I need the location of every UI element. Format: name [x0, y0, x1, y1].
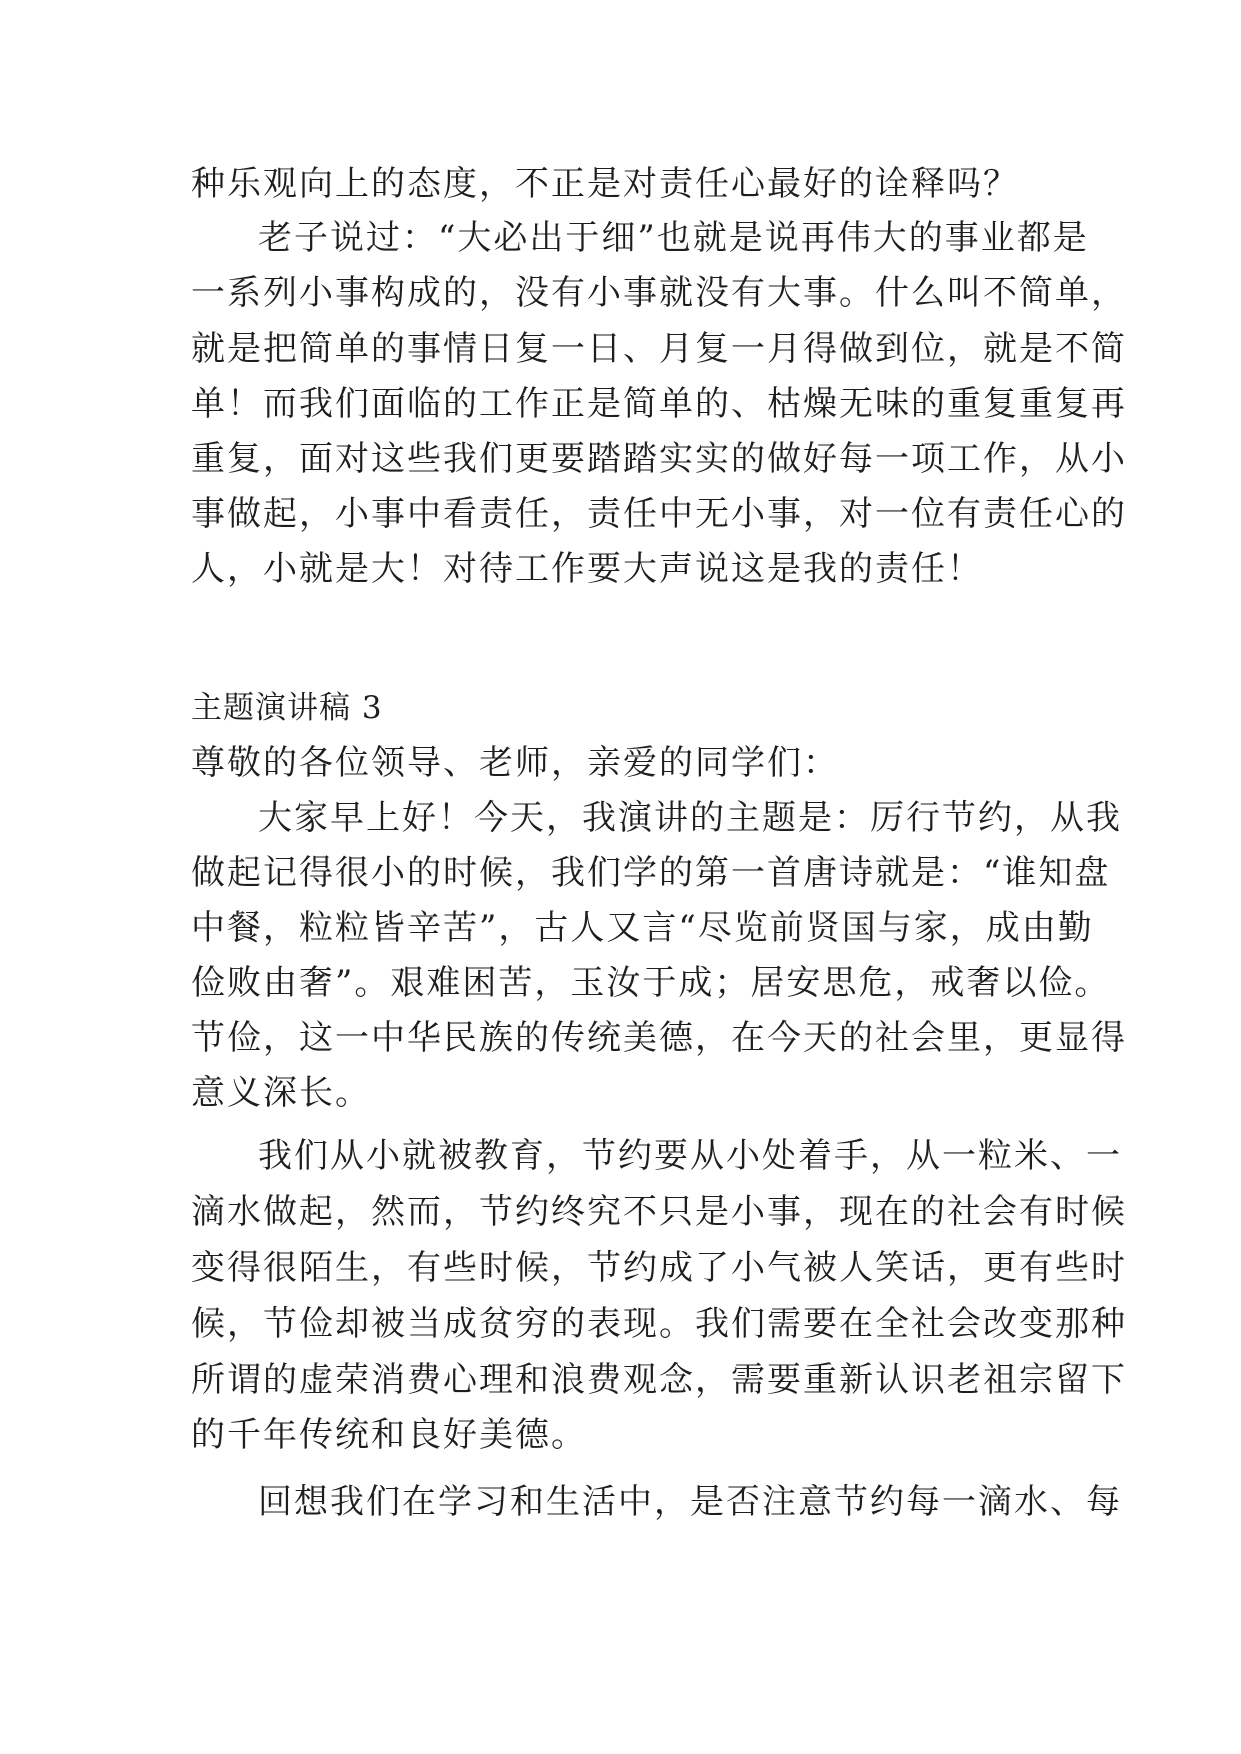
body-text-line: 意义深长。	[191, 1073, 371, 1113]
body-text-line: 就是把简单的事情日复一日、月复一月得做到位，就是不简	[191, 329, 1127, 369]
body-text-line: 滴水做起，然而，节约终究不只是小事，现在的社会有时候	[191, 1192, 1127, 1232]
section-title: 主题演讲稿 3	[191, 690, 383, 726]
body-text-line: 做起记得很小的时候，我们学的第一首唐诗就是：“谁知盘	[191, 853, 1111, 893]
body-text-line: 人，小就是大！对待工作要大声说这是我的责任！	[191, 549, 983, 589]
body-text-line: 变得很陌生，有些时候，节约成了小气被人笑话，更有些时	[191, 1248, 1127, 1288]
body-text-line: 节俭，这一中华民族的传统美德，在今天的社会里，更显得	[191, 1018, 1127, 1058]
body-text-line: 事做起，小事中看责任，责任中无小事，对一位有责任心的	[191, 494, 1127, 534]
body-text-line: 老子说过：“大必出于细”也就是说再伟大的事业都是	[258, 218, 1089, 258]
body-text-line: 单！而我们面临的工作正是简单的、枯燥无味的重复重复再	[191, 384, 1127, 424]
body-text-line: 中餐，粒粒皆辛苦”，古人又言“尽览前贤国与家，成由勤	[191, 908, 1094, 948]
body-text-line: 重复，面对这些我们更要踏踏实实的做好每一项工作，从小	[191, 439, 1127, 479]
body-text-line: 种乐观向上的态度，不正是对责任心最好的诠释吗？	[191, 164, 1019, 204]
body-text-line: 回想我们在学习和生活中，是否注意节约每一滴水、每	[258, 1482, 1122, 1522]
body-text-line: 大家早上好！今天，我演讲的主题是：厉行节约，从我	[258, 798, 1122, 838]
body-text-line: 候，节俭却被当成贫穷的表现。我们需要在全社会改变那种	[191, 1304, 1127, 1344]
body-text-line: 所谓的虚荣消费心理和浪费观念，需要重新认识老祖宗留下	[191, 1360, 1127, 1400]
body-text-line: 我们从小就被教育，节约要从小处着手，从一粒米、一	[258, 1136, 1122, 1176]
body-text-line: 俭败由奢”。艰难困苦，玉汝于成；居安思危，戒奢以俭。	[191, 963, 1111, 1003]
body-text-line: 的千年传统和良好美德。	[191, 1415, 587, 1455]
salutation: 尊敬的各位领导、老师，亲爱的同学们：	[191, 743, 839, 783]
body-text-line: 一系列小事构成的，没有小事就没有大事。什么叫不简单，	[191, 273, 1127, 313]
